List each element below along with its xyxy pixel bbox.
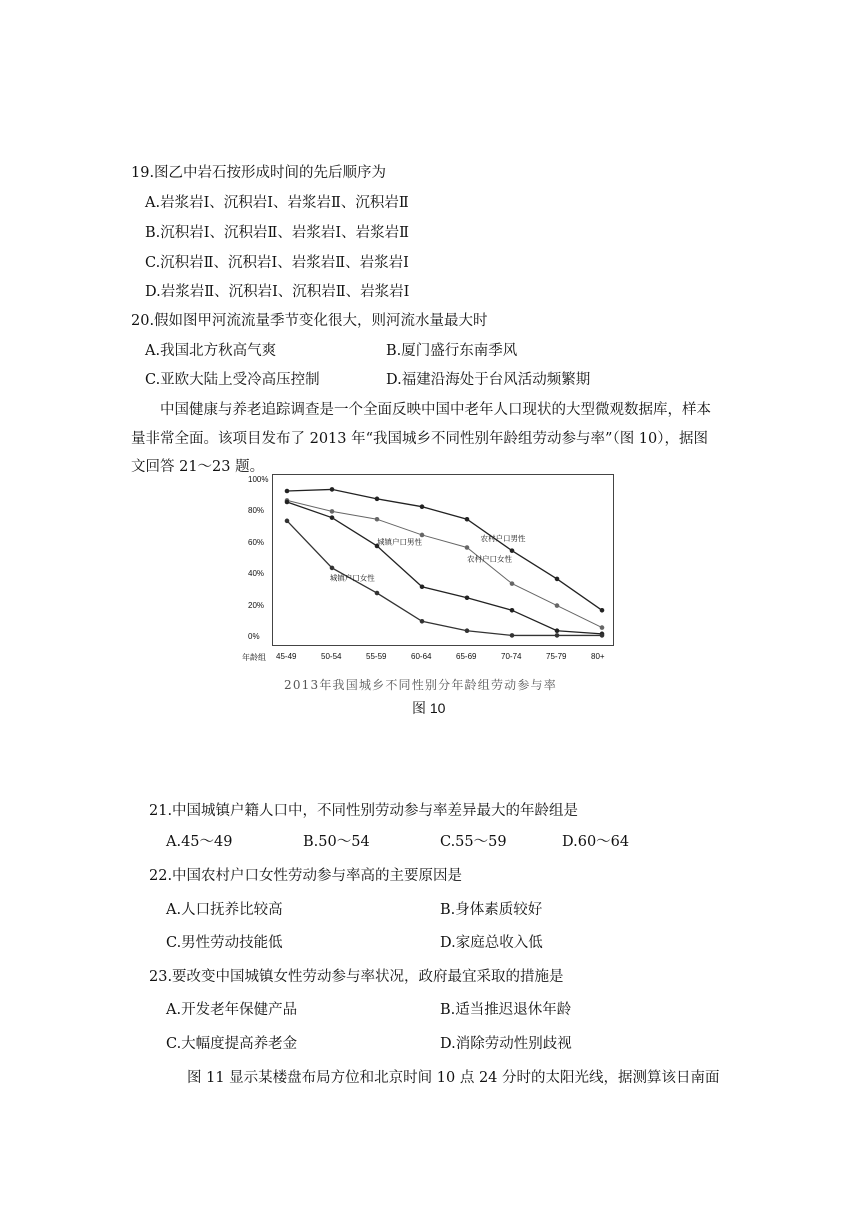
series-3-point: [420, 619, 425, 624]
series-0-point: [420, 504, 425, 509]
series-2-point: [555, 628, 560, 633]
question-19-option-b: B.沉积岩Ⅰ、沉积岩Ⅱ、岩浆岩Ⅰ、岩浆岩Ⅱ: [145, 225, 409, 241]
question-20-stem: 20.假如图甲河流流量季节变化很大，则河流水量最大时: [131, 313, 488, 329]
series-0-point: [330, 487, 335, 492]
series-0-point: [555, 577, 560, 582]
series-1-point: [330, 509, 335, 514]
question-23-stem: 23.要改变中国城镇女性劳动参与率状况，政府最宜采取的措施是: [149, 969, 564, 985]
series-3-point: [285, 519, 290, 524]
series-2-point: [465, 595, 470, 600]
series-2-point: [330, 515, 335, 520]
question-23-option-d: D.消除劳动性别歧视: [440, 1036, 572, 1052]
series-3-point: [600, 633, 605, 638]
question-20-option-d: D.福建沿海处于台风活动频繁期: [386, 372, 591, 388]
question-21-option-c: C.55～59: [440, 834, 507, 850]
question-23-option-b: B.适当推迟退休年龄: [440, 1002, 572, 1018]
question-22-stem: 22.中国农村户口女性劳动参与率高的主要原因是: [149, 868, 463, 884]
series-label-0: 农村户口男性: [480, 534, 526, 544]
question-21-option-d: D.60～64: [562, 834, 630, 850]
question-23-option-c: C.大幅度提高养老金: [166, 1036, 298, 1052]
x-tick-label: 50-54: [321, 652, 342, 661]
chart-plot: [236, 470, 616, 670]
x-tick-label: 75-79: [546, 652, 567, 661]
series-1-point: [555, 603, 560, 608]
y-tick-label: 100%: [248, 475, 269, 484]
x-tick-label: 55-59: [366, 652, 387, 661]
y-tick-label: 0%: [248, 632, 260, 641]
series-1-point: [600, 625, 605, 630]
series-3-point: [465, 628, 470, 633]
question-19-stem: 19.图乙中岩石按形成时间的先后顺序为: [131, 165, 387, 181]
question-19-option-a: A.岩浆岩Ⅰ、沉积岩Ⅰ、岩浆岩Ⅱ、沉积岩Ⅱ: [145, 195, 409, 211]
question-20-option-b: B.厦门盛行东南季风: [386, 343, 518, 359]
question-22-option-b: B.身体素质较好: [440, 902, 543, 918]
y-tick-label: 80%: [248, 506, 265, 516]
series-label-1: 农村户口女性: [467, 554, 512, 564]
series-3-point: [555, 633, 560, 638]
x-tick-label: 60-64: [411, 652, 432, 661]
intro-line-3: 文回答 21～23 题。: [131, 459, 265, 475]
y-tick-label: 20%: [248, 600, 265, 610]
question-22-option-a: A.人口抚养比较高: [166, 902, 283, 918]
question-21-stem: 21.中国城镇户籍人口中，不同性别劳动参与率差异最大的年龄组是: [149, 803, 579, 819]
series-2-point: [285, 500, 290, 505]
series-1-point: [465, 545, 470, 550]
series-2-point: [510, 608, 515, 613]
series-3-point: [375, 591, 380, 596]
y-tick-label: 60%: [248, 537, 265, 547]
question-19-option-d: D.岩浆岩Ⅱ、沉积岩Ⅰ、沉积岩Ⅱ、岩浆岩Ⅰ: [145, 284, 410, 300]
x-axis-title: 年龄组: [242, 653, 266, 662]
chart-caption: 2013年我国城乡不同性别分年龄组劳动参与率: [284, 678, 557, 692]
question-20-option-c: C.亚欧大陆上受冷高压控制: [145, 372, 320, 388]
series-0-point: [465, 517, 470, 522]
y-tick-label: 40%: [248, 569, 265, 579]
series-label-2: 城镇户口男性: [377, 537, 422, 547]
series-1-point: [510, 581, 515, 586]
question-22-option-d: D.家庭总收入低: [440, 935, 543, 951]
series-2-point: [420, 584, 425, 589]
series-1-point: [375, 517, 380, 522]
labor-participation-chart: [236, 470, 616, 694]
series-0-point: [375, 497, 380, 502]
figure-label: 图 10: [412, 700, 446, 716]
question-21-option-a: A.45～49: [166, 834, 233, 850]
question-23-option-a: A.开发老年保健产品: [166, 1002, 298, 1018]
intro-line-1: 中国健康与养老追踪调查是一个全面反映中国中老年人口现状的大型微观数据库，样本: [160, 402, 711, 418]
x-tick-label: 45-49: [276, 652, 297, 661]
x-tick-label: 65-69: [456, 652, 477, 661]
x-tick-label: 80+: [591, 652, 605, 661]
series-0-point: [600, 608, 605, 613]
question-21-option-b: B.50～54: [303, 834, 370, 850]
series-3-point: [510, 633, 515, 638]
question-19-option-c: C.沉积岩Ⅱ、沉积岩Ⅰ、岩浆岩Ⅱ、岩浆岩Ⅰ: [145, 255, 409, 271]
series-0-point: [510, 548, 515, 553]
series-label-3: 城镇户口女性: [329, 573, 375, 583]
series-0-point: [285, 489, 290, 494]
intro-line-2: 量非常全面。该项目发布了 2013 年“我国城乡不同性别年龄组劳动参与率”（图 10），据图: [131, 431, 709, 447]
x-tick-label: 70-74: [501, 652, 522, 661]
trailing-paragraph: 图 11 显示某楼盘布局方位和北京时间 10 点 24 分时的太阳光线，据测算该日南面: [187, 1070, 720, 1086]
question-20-option-a: A.我国北方秋高气爽: [145, 343, 277, 359]
question-22-option-c: C.男性劳动技能低: [166, 935, 283, 951]
series-3-point: [330, 566, 335, 571]
